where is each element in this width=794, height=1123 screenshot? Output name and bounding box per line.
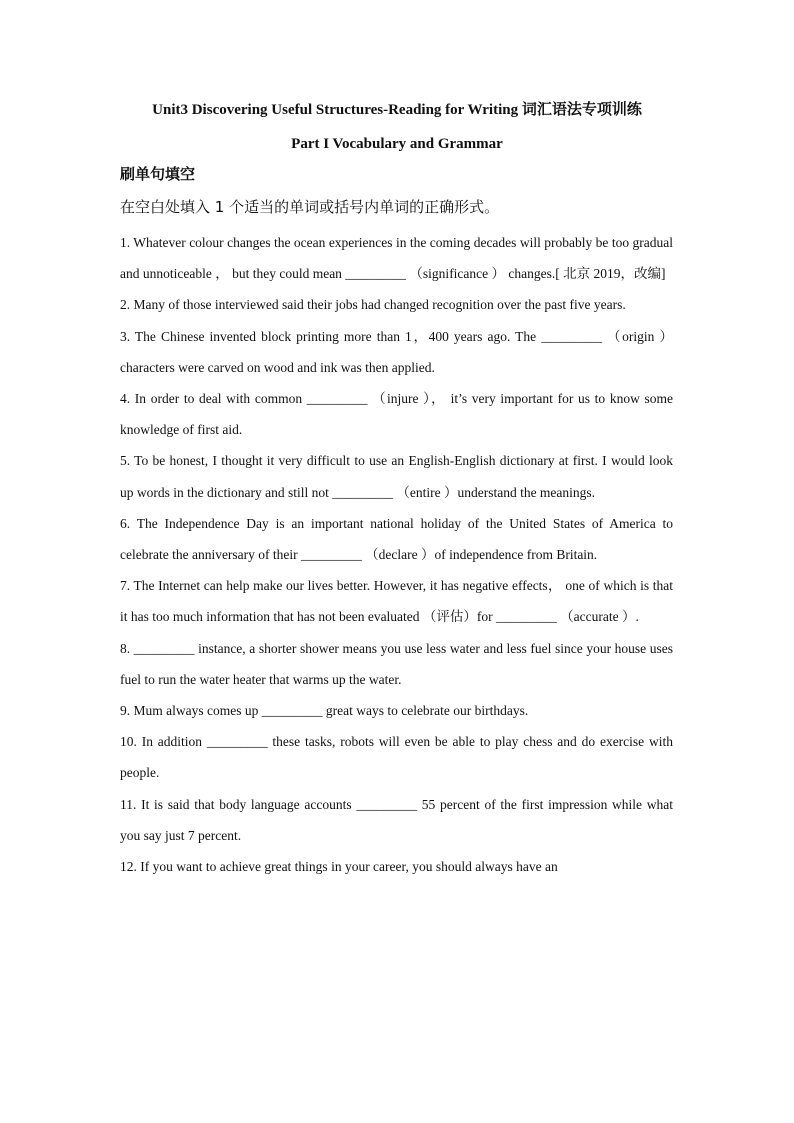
question-8: 8. _________ instance, a shorter shower means you use less water and less fuel since your house uses fuel to run the water heater that warms up the water. [120,640,673,687]
question-11: 11. It is said that body language accounts _________ 55 percent of the first impression while what you say just 7 percent. [120,796,673,843]
question-2: 2. Many of those interviewed said their jobs had changed recognition over the past five years. [120,297,626,313]
question-1: 1. Whatever colour changes the ocean experiences in the coming decades will probably be too gradual and unnoticeable ， but they could mean _________ （significance ） changes.[ 北京 2019，改编] [120,235,673,282]
question-4: 4. In order to deal with common _________ （injure ）， it’s very important for us to know some knowledge of first aid. [120,391,673,438]
section-instruction: 在空白处填入 1 个适当的单词或括号内单词的正确形式。 [120,198,500,216]
question-12: 12. If you want to achieve great things in your career, you should always have an [120,859,558,875]
question-7: 7. The Internet can help make our lives better. However, it has negative effects， one of which is that it has too much information that has not been evaluated （评估）for _________ （accurate ）. [120,578,673,625]
question-6: 6. The Independence Day is an important national holiday of the United States of America to celebrate the anniversary of their _________ （declare ）of independence from Britain. [120,515,673,563]
question-9: 9. Mum always comes up _________ great ways to celebrate our birthdays. [120,703,529,719]
question-5: 5. To be honest, I thought it very difficult to use an English-English dictionary at first. I would look up words in the dictionary and still not _________ （entire ）understand the meanings. [120,453,673,500]
question-3: 3. The Chinese invented block printing more than 1，400 years ago. The _________ （origin ）characters were carved on wood and ink was then applied. [120,328,673,375]
document-subtitle: Part I Vocabulary and Grammar [291,136,503,152]
document-title: Unit3 Discovering Useful Structures-Reading for Writing 词汇语法专项训练 [152,102,642,118]
question-list [120,227,673,882]
question-10: 10. In addition _________ these tasks, robots will even be able to play chess and do exercise with people. [120,734,673,781]
section-heading: 刷单句填空 [120,165,196,183]
